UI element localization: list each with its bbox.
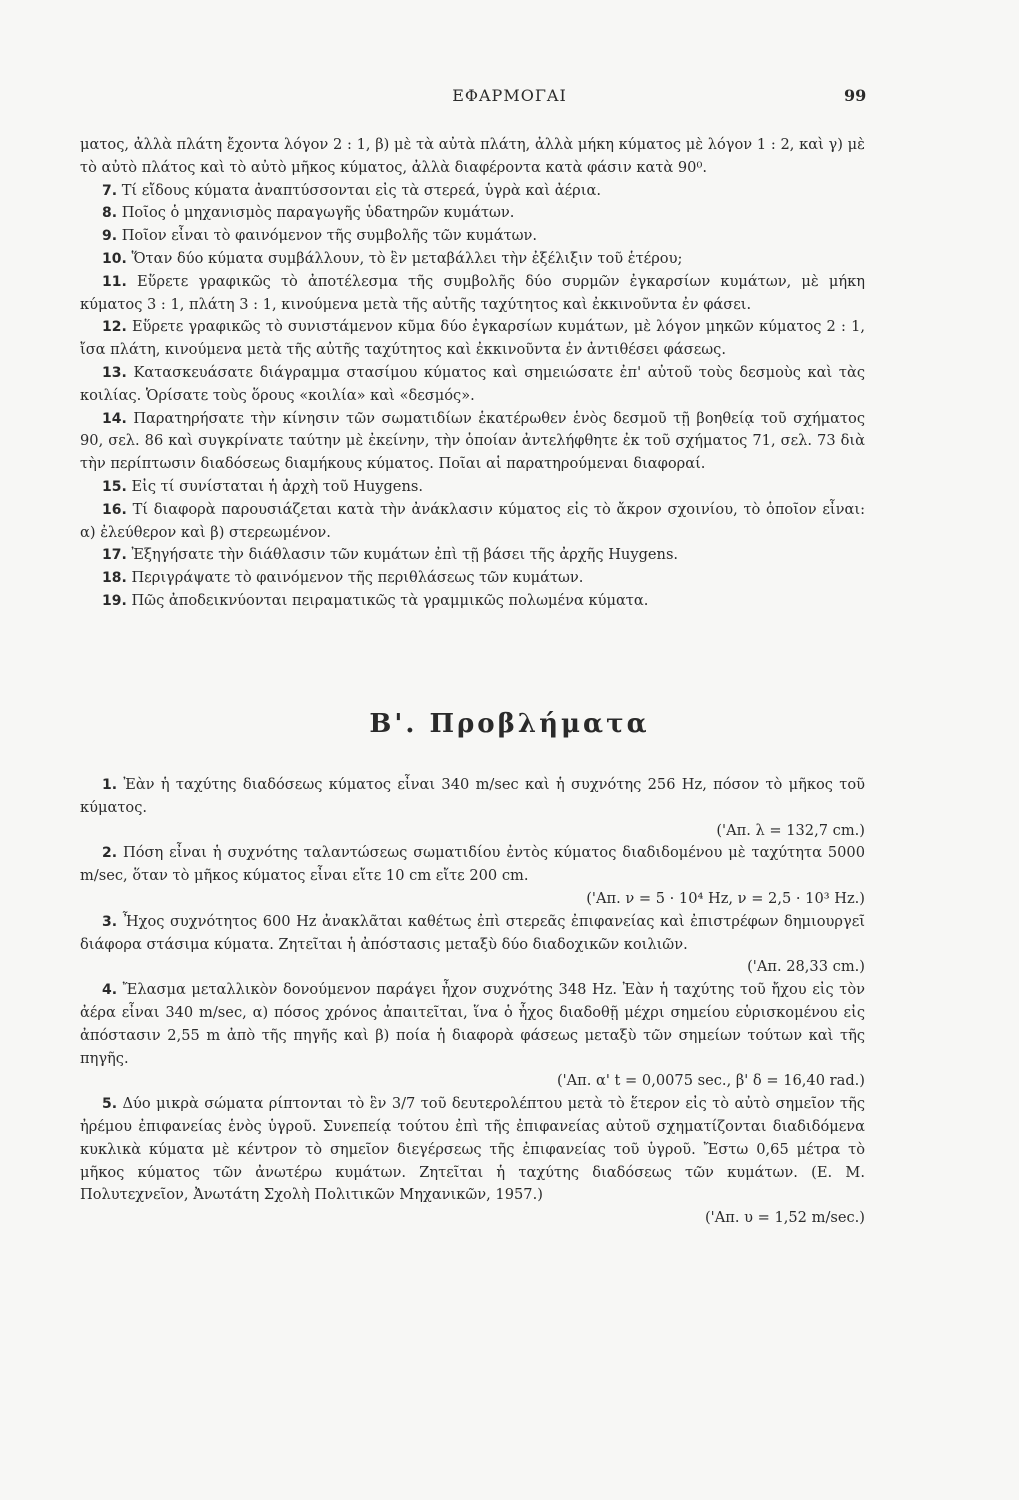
list-item: 18. Περιγράψατε τὸ φαινόμενον τῆς περιθλάσεως τῶν κυμάτων. <box>102 569 584 587</box>
list-item: 5. Δύο μικρὰ σώματα ρίπτονται τὸ ἓν 3/7 τοῦ δευτερολέπτου μετὰ τὸ ἕτερον εἰς τὸ αὐτὸ σημεῖον τῆς ἠρέμου ἐπιφανείας ἑνὸς ὑγροῦ. Συνεπείᾳ τούτου ἐπὶ τῆς ἐπιφανείας αὐτοῦ σχηματίζονται διαδιδόμενα κυκλικὰ κύματα μὲ κέντρον τὸ σημεῖον διεγέρσεως τῆς ἐπιφανείας τοῦ ὑγροῦ. Ἔστω 0,65 μέτρα τὸ μῆκος κύματος τῶν ἀνωτέρω κυμάτων. Ζητεῖται ἡ ταχύτης διαδόσεως τῶν κυμάτων. (Ε. Μ. Πολυτεχνεῖον, Ἀνωτάτη Σχολὴ Πολιτικῶν Μηχανικῶν, 1957.) <box>80 1095 865 1204</box>
list-item: 16. Τί διαφορὰ παρουσιάζεται κατὰ τὴν ἀνάκλασιν κύματος εἰς τὸ ἄκρον σχοινίου, τὸ ὁποῖον εἶναι: α) ἐλεύθερον καὶ β) στερεωμένον. <box>80 500 865 541</box>
running-title: ΕΦΑΡΜΟΓΑΙ <box>452 86 567 105</box>
answer: ('Απ. λ = 132,7 cm.) <box>716 821 865 839</box>
list-item: 17. Ἐξηγήσατε τὴν διάθλασιν τῶν κυμάτων ἐπὶ τῇ βάσει τῆς ἀρχῆς Huygens. <box>102 546 679 564</box>
list-item: 1. Ἐὰν ἡ ταχύτης διαδόσεως κύματος εἶναι 340 m/sec καὶ ἡ συχνότης 256 Hz, πόσον τὸ μῆκος τοῦ κύματος. <box>80 776 865 816</box>
list-item: 15. Εἰς τί συνίσταται ἡ ἀρχὴ τοῦ Huygens. <box>102 477 423 495</box>
list-item: 12. Εὕρετε γραφικῶς τὸ συνιστάμενον κῦμα δύο ἐγκαρσίων κυμάτων, μὲ λόγον μηκῶν κύματος 2 : 1, ἴσα πλάτη, κινούμενα μετὰ τῆς αὐτῆς ταχύτητος καὶ ἐκκινοῦντα ἐν ἀντιθέσει φάσεως. <box>80 318 865 359</box>
answer: ('Απ. ν = 5 · 10⁴ Hz, ν = 2,5 · 10³ Hz.) <box>586 889 865 907</box>
list-item: 8. Ποῖος ὁ μηχανισμὸς παραγωγῆς ὑδατηρῶν κυμάτων. <box>102 204 515 222</box>
page-header <box>0 86 1019 110</box>
answer: ('Απ. υ = 1,52 m/sec.) <box>704 1209 865 1227</box>
list-item: 7. Τί εἴδους κύματα ἀναπτύσσονται εἰς τὰ στερεά, ὑγρὰ καὶ ἀέρια. <box>102 181 601 199</box>
list-item: 13. Κατασκευάσατε διάγραμμα στασίμου κύματος καὶ σημειώσατε ἐπ' αὐτοῦ τοὺς δεσμοὺς καὶ τὰς κοιλίας. Ὁρίσατε τοὺς ὅρους «κοιλία» καὶ «δεσμός». <box>80 363 865 404</box>
list-item: 11. Εὕρετε γραφικῶς τὸ ἀποτέλεσμα τῆς συμβολῆς δύο συρμῶν ἐγκαρσίων κυμάτων, μὲ μήκη κύματος 3 : 1, πλάτη 3 : 1, κινούμενα μετὰ τῆς αὐτῆς ταχύτητος καὶ ἐκκινοῦντα ἐν φάσει. <box>80 272 866 313</box>
section-title: Β'. Προβλήματα <box>369 709 650 739</box>
list-item: 10. Ὅταν δύο κύματα συμβάλλουν, τὸ ἓν μεταβάλλει τὴν ἐξέλιξιν τοῦ ἑτέρου; <box>102 249 683 267</box>
list-item: ματος, ἀλλὰ πλάτη ἔχοντα λόγον 2 : 1, β) μὲ τὰ αὐτὰ πλάτη, ἀλλὰ μήκη κύματος μὲ λόγον 1 : 2, καὶ γ) μὲ τὸ αὐτὸ πλάτος καὶ τὸ αὐτὸ μῆκος κύματος, ἀλλὰ διαφέροντα κατὰ φάσιν κατὰ 90⁰. <box>80 136 865 176</box>
questions-list <box>80 134 865 613</box>
list-item: 19. Πῶς ἀποδεικνύονται πειραματικῶς τὰ γραμμικῶς πολωμένα κύματα. <box>102 591 649 609</box>
list-item: 9. Ποῖον εἶναι τὸ φαινόμενον τῆς συμβολῆς τῶν κυμάτων. <box>102 227 538 245</box>
list-item: 14. Παρατηρήσατε τὴν κίνησιν τῶν σωματιδίων ἑκατέρωθεν ἑνὸς δεσμοῦ τῇ βοηθείᾳ τοῦ σχήματος 90, σελ. 86 καὶ συγκρίνατε ταύτην μὲ ἐκείνην, τὴν ὁποίαν ἀντελήφθητε ἐκ τοῦ σχήματος 71, σελ. 73 διὰ τὴν περίπτωσιν διαδόσεως διαμήκους κύματος. Ποῖαι αἱ παρατηρούμεναι διαφοραί. <box>80 409 865 473</box>
problems-list <box>80 774 865 1230</box>
answer: ('Απ. α' t = 0,0075 sec., β' δ = 16,40 rad.) <box>556 1072 865 1090</box>
answer: ('Απ. 28,33 cm.) <box>747 958 865 976</box>
page-number: 99 <box>844 86 867 105</box>
list-item: 2. Πόση εἶναι ἡ συχνότης ταλαντώσεως σωματιδίου ἐντὸς κύματος διαδιδομένου μὲ ταχύτητα 5000 m/sec, ὅταν τὸ μῆκος κύματος εἶναι εἴτε 10 cm εἴτε 200 cm. <box>80 844 866 885</box>
list-item: 4. Ἔλασμα μεταλλικὸν δονούμενον παράγει ἦχον συχνότης 348 Hz. Ἐὰν ἡ ταχύτης τοῦ ἤχου εἰς τὸν ἀέρα εἶναι 340 m/sec, α) πόσος χρόνος ἀπαιτεῖται, ἵνα ὁ ἦχος διαδοθῇ μέχρι σημείου εὑρισκομένου εἰς ἀπόστασιν 2,55 m ἀπὸ τῆς πηγῆς καὶ β) ποία ἡ διαφορὰ φάσεως μεταξὺ τῶν σημείων τούτων καὶ τῆς πηγῆς. <box>80 981 866 1067</box>
list-item: 3. Ἦχος συχνότητος 600 Hz ἀνακλᾶται καθέτως ἐπὶ στερεᾶς ἐπιφανείας καὶ ἐπιστρέφων δημιουργεῖ διάφορα στάσιμα κύματα. Ζητεῖται ἡ ἀπόστασις μεταξὺ δύο διαδοχικῶν κοιλιῶν. <box>80 912 866 953</box>
